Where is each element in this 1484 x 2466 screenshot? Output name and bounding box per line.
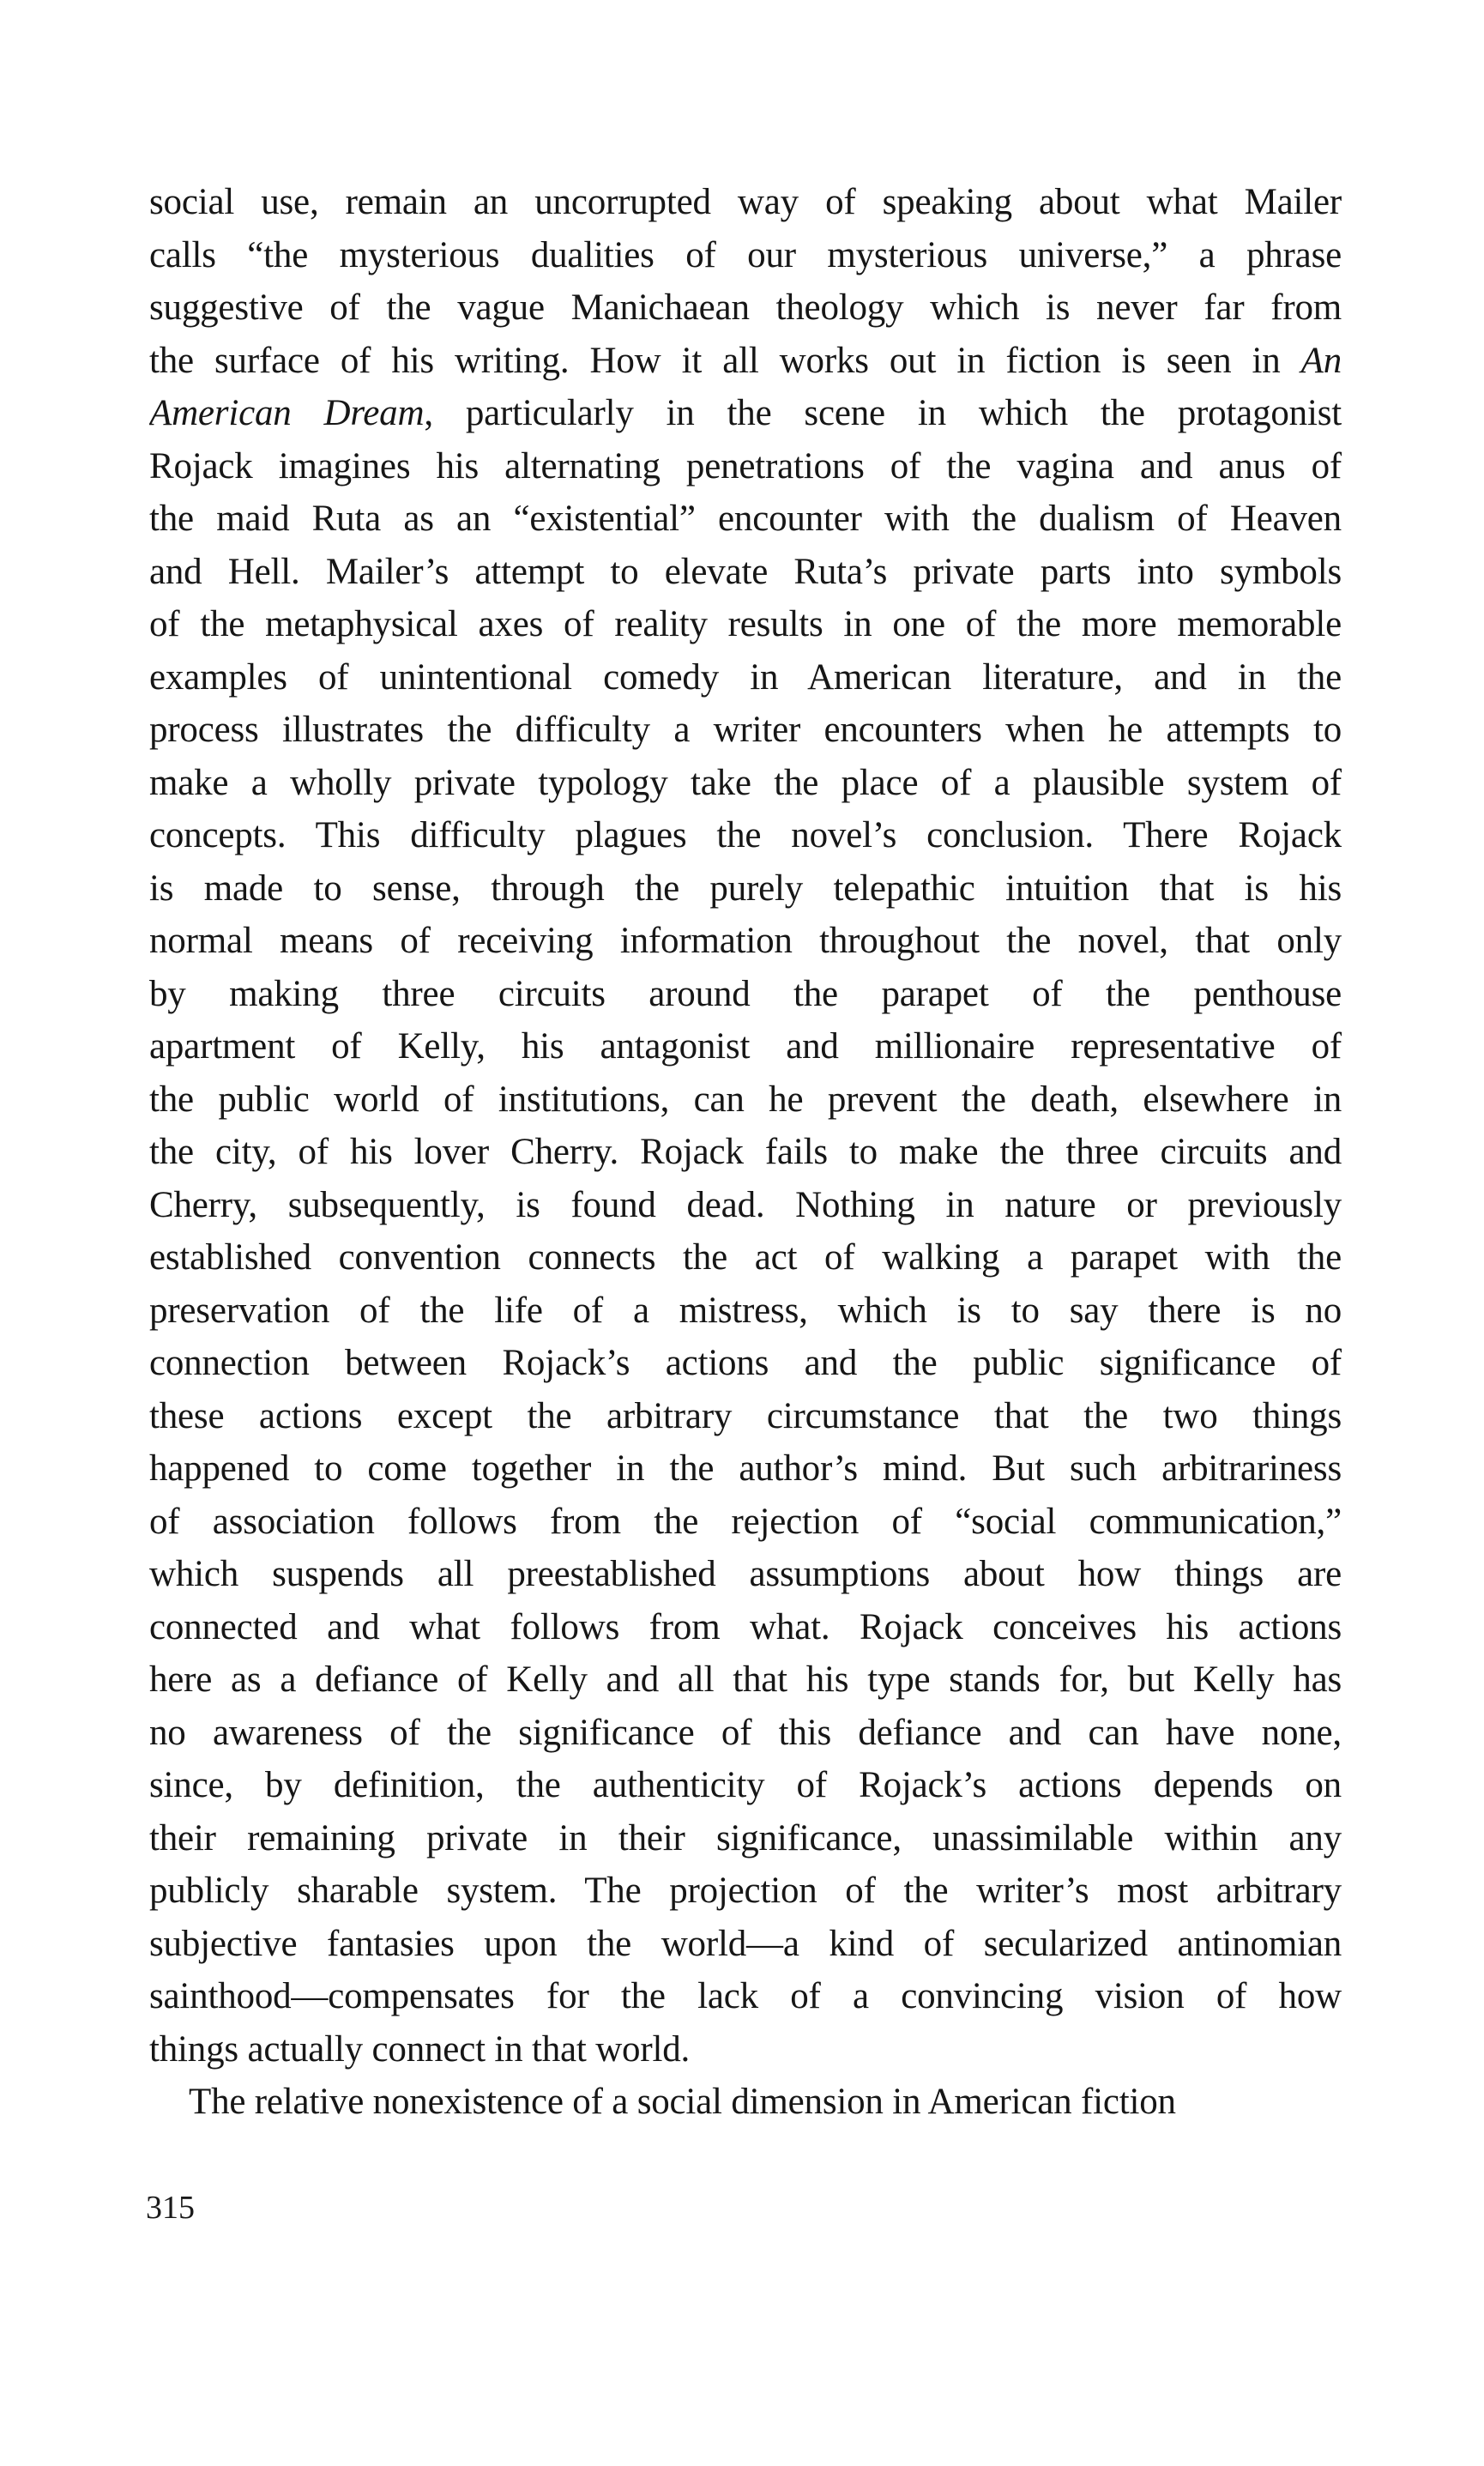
- text-line: examples of unintentional comedy in American literature, and in the: [149, 656, 1342, 698]
- text-line: sainthood—compensates for the lack of a convincing vision of how: [149, 1976, 1342, 2016]
- text-line: their remaining private in their significance, unassimilable within any: [149, 1817, 1342, 1859]
- text-line: preservation of the life of a mistress, which is to say there is no: [149, 1290, 1342, 1331]
- text-line: Cherry, subsequently, is found dead. Nothing in nature or previously: [149, 1184, 1342, 1225]
- text-line: subjective fantasies upon the world—a kind of secularized antinomian: [149, 1923, 1342, 1964]
- text-line: the maid Ruta as an “existential” encounter with the dualism of Heaven: [149, 499, 1342, 539]
- text-line: calls “the mysterious dualities of our mysterious universe,” a phrase: [149, 234, 1342, 275]
- paragraph: [149, 2076, 1342, 2129]
- text-line: make a wholly private typology take the place of a plausible system of: [149, 762, 1342, 803]
- text-line: concepts. This difficulty plagues the novel’s conclusion. There Rojack: [149, 815, 1342, 855]
- text-line: American Dream, particularly in the scene in which the protagonist: [149, 393, 1342, 433]
- text-line: The relative nonexistence of a social dimension in American fiction: [189, 2082, 1176, 2122]
- text-line: and Hell. Mailer’s attempt to elevate Ruta’s private parts into symbols: [149, 551, 1342, 592]
- text-line: connected and what follows from what. Rojack conceives his actions: [149, 1606, 1342, 1647]
- text-line: which suspends all preestablished assumptions about how things are: [149, 1554, 1342, 1594]
- text-line: things actually connect in that world.: [149, 2028, 691, 2070]
- text-line: social use, remain an uncorrupted way of speaking about what Mailer: [149, 182, 1342, 222]
- text-line: here as a defiance of Kelly and all that his type stands for, but Kelly has: [149, 1659, 1342, 1700]
- text-line: of association follows from the rejection of “social communication,”: [149, 1501, 1342, 1542]
- paragraph: [149, 176, 1342, 2076]
- text-line: is made to sense, through the purely telepathic intuition that is his: [149, 867, 1342, 909]
- text-line: happened to come together in the author’s mind. But such arbitrariness: [149, 1448, 1342, 1489]
- text-line: by making three circuits around the parapet of the penthouse: [149, 973, 1342, 1014]
- page-number: 315: [146, 2190, 195, 2226]
- text-line: suggestive of the vague Manichaean theology which is never far from: [149, 287, 1342, 328]
- text-line: Rojack imagines his alternating penetrations of the vagina and anus of: [149, 445, 1342, 487]
- text-line: of the metaphysical axes of reality results in one of the more memorable: [149, 604, 1342, 644]
- text-line: connection between Rojack’s actions and the public significance of: [149, 1343, 1342, 1383]
- text-line: since, by definition, the authenticity of Rojack’s actions depends on: [149, 1765, 1342, 1805]
- text-line: process illustrates the difficulty a writer encounters when he attempts to: [149, 710, 1342, 750]
- text-line: established convention connects the act of walking a parapet with the: [149, 1237, 1342, 1278]
- text-line: publicly sharable system. The projection of the writer’s most arbitrary: [149, 1871, 1342, 1911]
- text-line: no awareness of the significance of this defiance and can have none,: [149, 1712, 1342, 1753]
- text-line: the city, of his lover Cherry. Rojack fails to make the three circuits and: [149, 1132, 1342, 1172]
- text-line: these actions except the arbitrary circumstance that the two things: [149, 1395, 1342, 1436]
- body-text: [149, 176, 1342, 2129]
- text-line: the public world of institutions, can he prevent the death, elsewhere in: [149, 1079, 1342, 1120]
- text-line: apartment of Kelly, his antagonist and millionaire representative of: [149, 1026, 1342, 1067]
- text-line: the surface of his writing. How it all works out in fiction is seen in An: [149, 340, 1342, 381]
- text-line: normal means of receiving information throughout the novel, that only: [149, 921, 1342, 961]
